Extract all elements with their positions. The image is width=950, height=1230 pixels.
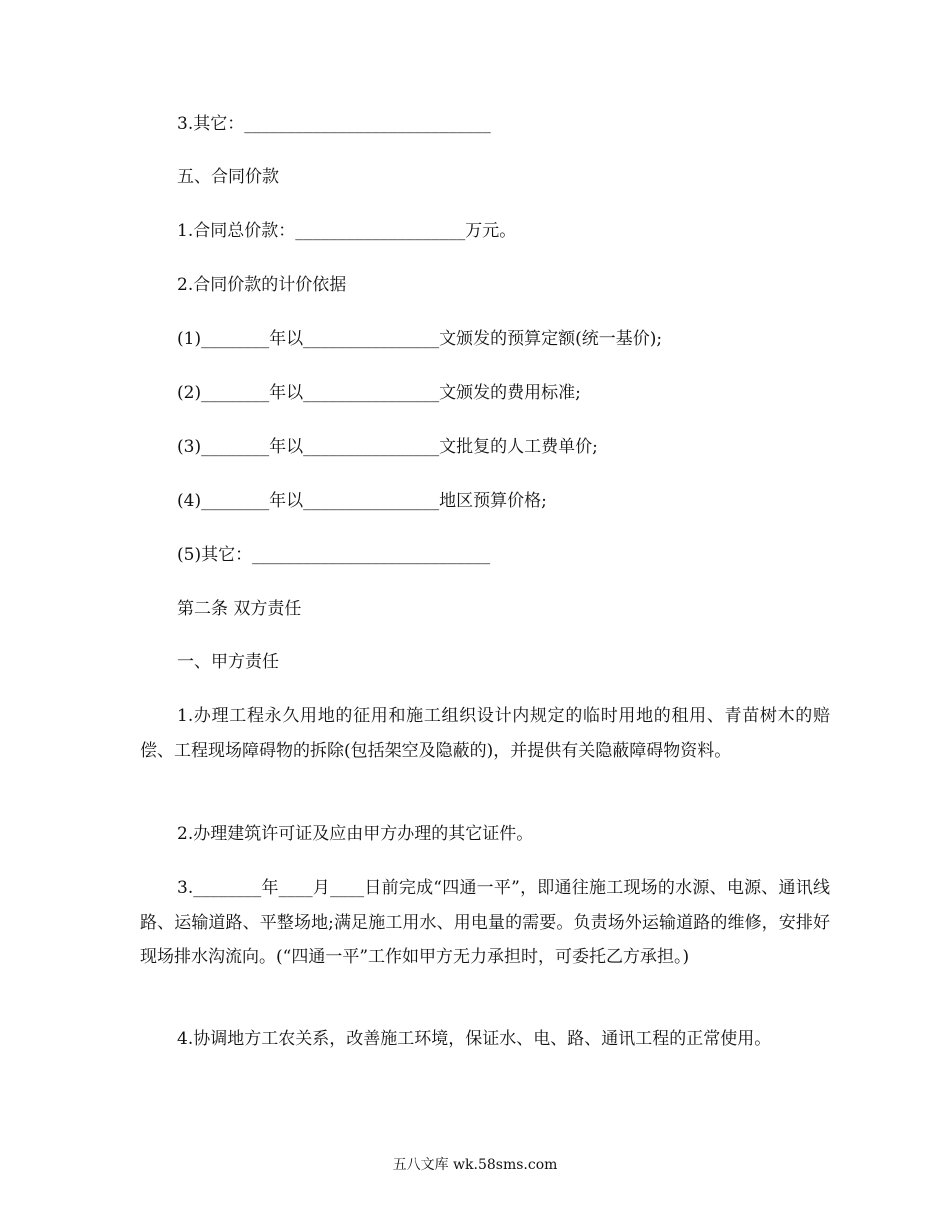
total-price-line: 1.合同总价款：____________________万元。 [177,221,517,241]
footer-watermark: 五八文库 wk.58sms.com [392,1157,558,1173]
article-heading-responsibilities: 第二条 双方责任 [177,599,302,619]
pricing-basis-item-3: (3)________年以________________文批复的人工费单价; [177,437,598,457]
party-a-clause-2: 2.办理建筑许可证及应由甲方办理的其它证件。 [177,824,534,844]
party-a-clause-1: 1.办理工程永久用地的征用和施工组织设计内规定的临时用地的租用、青苗树木的赔偿、工程现场障碍物的拆除(包括架空及隐蔽的)，并提供有关隐蔽障碍物资料。 [140,706,830,761]
section-heading-contract-price: 五、合同价款 [177,167,279,187]
pricing-basis-item-1: (1)________年以________________文颁发的预算定额(统一基价); [177,329,663,349]
pricing-basis-heading: 2.合同价款的计价依据 [177,275,347,295]
party-a-clause-3: 3.________年____月____日前完成“四通一平”，即通往施工现场的水源、电源、通讯线路、运输道路、平整场地;满足施工用水、用电量的需要。负责场外运输道路的维修，安排好现场排水沟流向。(“四通一平”工作如甲方无力承担时，可委托乙方承担。) [140,878,830,967]
party-a-heading: 一、甲方责任 [177,652,279,672]
pricing-basis-item-2: (2)________年以________________文颁发的费用标准; [177,383,581,403]
pricing-basis-item-4: (4)________年以________________地区预算价格; [177,491,547,511]
party-a-clause-4: 4.协调地方工农关系，改善施工环境，保证水、电、路、通讯工程的正常使用。 [177,1029,772,1049]
pricing-basis-item-5: (5)其它：____________________________ [177,545,491,565]
other-item-line: 3.其它：_____________________________ [177,114,491,134]
